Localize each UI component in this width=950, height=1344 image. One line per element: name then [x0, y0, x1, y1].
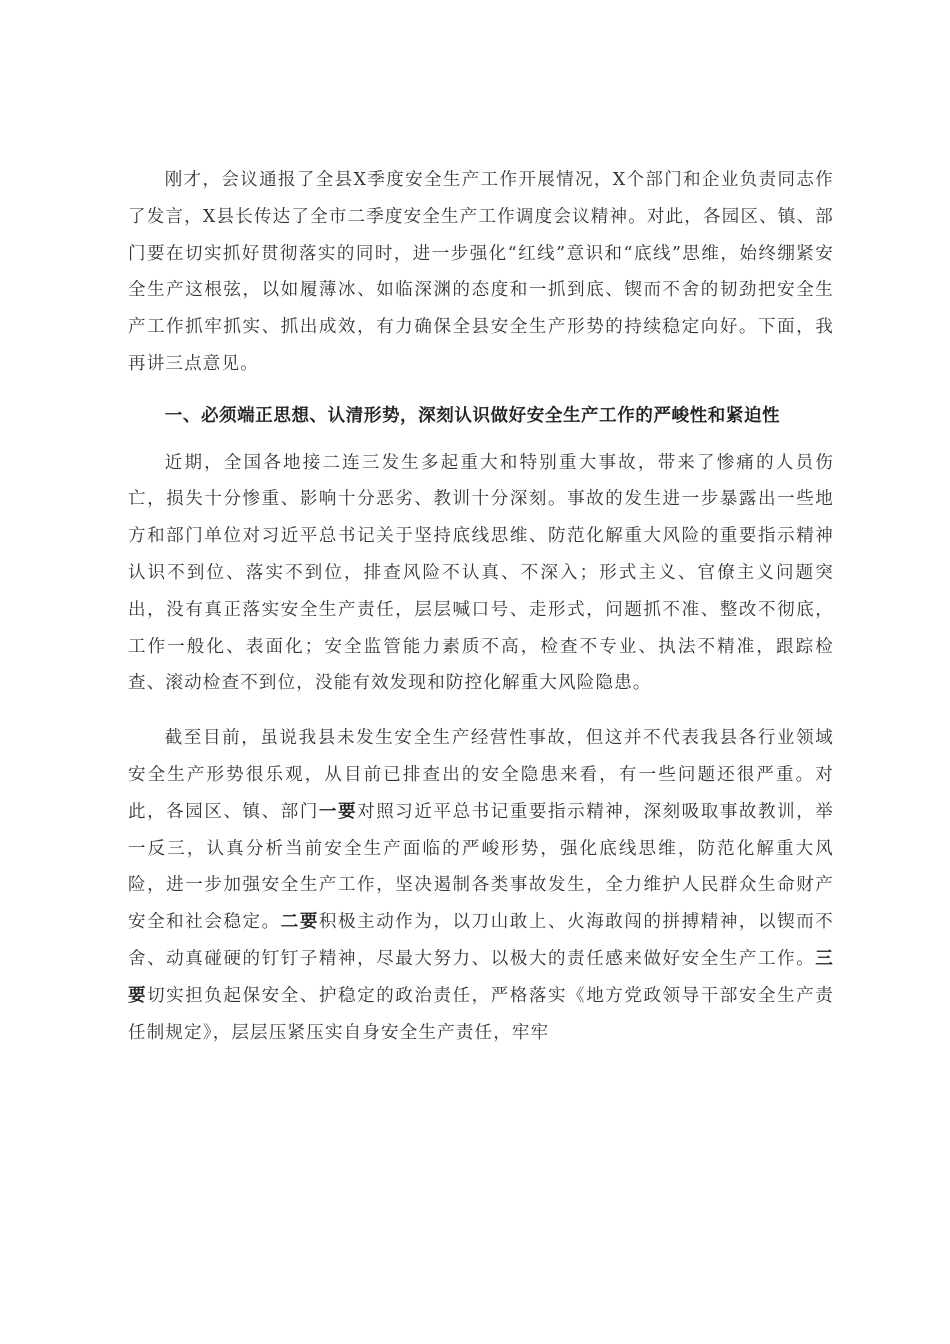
emphasis-second: 二要	[280, 912, 319, 933]
section-heading: 一、必须端正思想、认清形势，深刻认识做好安全生产工作的严峻性和紧迫性	[164, 405, 781, 426]
requirement-first-text: 对照习近平总书记重要指示精神，深刻吸取事故教训，举一反三，认真分析当前安全生产面临的严峻形势，强化底线思维，防范化解重大风险，进一步加强安全生产工作，坚决遏制各类事故发生，全力维护人民群众生命财产安全和社会稳定。	[128, 801, 835, 933]
requirement-second-text: 积极主动作为，以刀山敢上、火海敢闯的拼搏精神，以锲而不舍、动真碰硬的钉钉子精神，尽最大努力、以极大的责任感来做好安全生产工作。	[128, 912, 834, 969]
emphasis-third: 三要	[128, 948, 834, 1006]
situation-paragraph: 近期，全国各地接二连三发生多起重大和特别重大事故，带来了惨痛的人员伤亡，损失十分惨重、影响十分恶劣、教训十分深刻。事故的发生进一步暴露出一些地方和部门单位对习近平总书记关于坚持底线思维、防范化解重大风险的重要指示精神认识不到位、落实不到位，排查风险不认真、不深入；形式主义、官僚主义问题突出，没有真正落实安全生产责任，层层喊口号、走形式，问题抓不准、整改不彻底，工作一般化、表面化；安全监管能力素质不高，检查不专业、执法不精准，跟踪检查、滚动检查不到位，没能有效发现和防控化解重大风险隐患。	[128, 452, 834, 694]
requirements-intro: 截至目前，虽说我县未发生安全生产经营性事故，但这并不代表我县各行业领域安全生产形势很乐观，从目前已排查出的安全隐患来看，有一些问题还很严重。对此，各园区、镇、部门	[128, 728, 834, 822]
requirements-paragraph	[128, 720, 834, 1051]
opening-paragraph: 刚才，会议通报了全县X季度安全生产工作开展情况，X个部门和企业负责同志作了发言，X县长传达了全市二季度安全生产工作调度会议精神。对此，各园区、镇、部门要在切实抓好贯彻落实的同时，进一步强化“红线”意识和“底线”思维，始终绷紧安全生产这根弦，以如履薄冰、如临深渊的态度和一抓到底、锲而不舍的韧劲把安全生产工作抓牢抓实、抓出成效，有力确保全县安全生产形势的持续稳定向好。下面，我再讲三点意见。	[128, 170, 834, 374]
requirement-third-text: 切实担负起保安全、护稳定的政治责任，严格落实《地方党政领导干部安全生产责任制规定》，层层压紧压实自身安全生产责任，牢牢	[128, 985, 834, 1043]
document-body	[128, 162, 834, 1051]
emphasis-first: 一要	[318, 801, 358, 822]
